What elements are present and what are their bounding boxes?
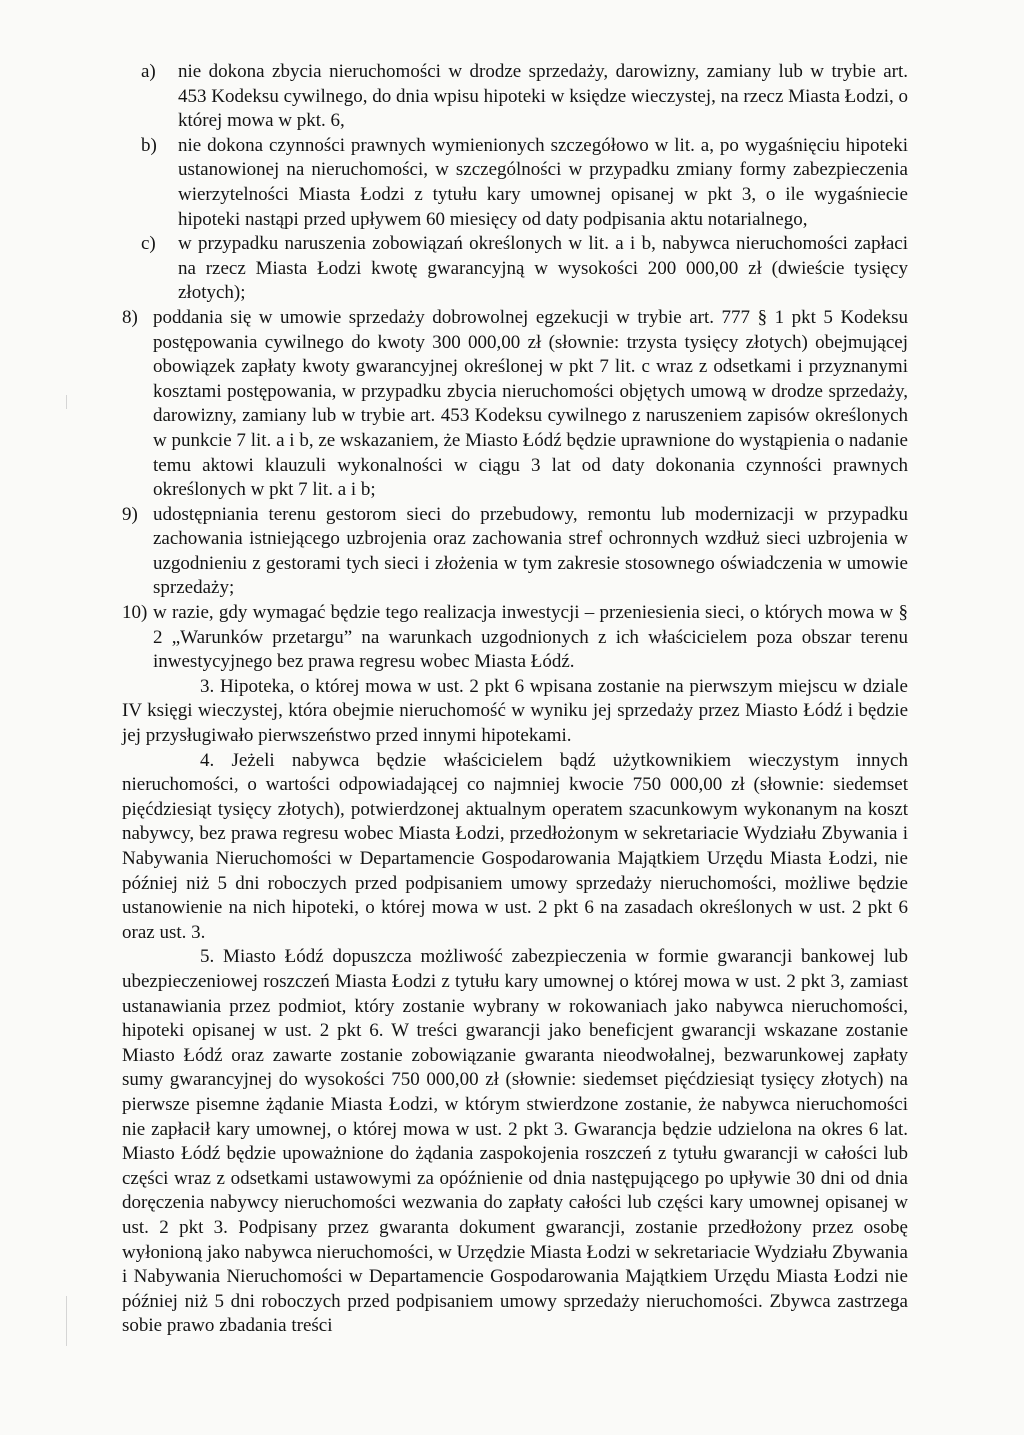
item-label: a) [141,61,156,82]
item-label: c) [141,233,156,255]
paragraph-4: 4. Jeżeli nabywca będzie właścicielem bądź użytkownikiem wieczystym innych nieruchomości, o wartości odpowiadającej co najmniej kwocie 750 000,00 zł (słownie: siedemset pięćdziesiąt tysięcy złotych), potwierdzonej aktualnym operatem szacunkowym wykonanym na koszt nabywcy, bez prawa regresu wobec Miasta Łodzi, przedłożonym w sekretariacie Wydziału Zbywania i Nabywania Nieruchomości w Departamencie Gospodarowania Majątkiem Urzędu Miasta Łodzi, nie później niż 5 dni roboczych przed podpisaniem umowy sprzedaży nieruchomości, możliwe będzie ustanowienie na nich hipoteki, o której mowa w ust. 2 pkt 6 na zasadach określonych w ust. 2 pkt 6 oraz ust. 3. [122,749,908,943]
list-item [122,503,908,601]
item-text: nie dokona czynności prawnych wymienionych szczegółowo w lit. a, po wygaśnięciu hipoteki ustanowionej na nieruchomości, w szczególności w przypadku zmiany formy zabezpieczenia wierzytelności Miasta Łodzi z tytułu kary umownej opisanej w pkt 3, o ile wygaśniecie hipoteki nastąpi przed upływem 60 miesięcy od daty podpisania aktu notarialnego, [178,134,908,230]
scan-artifact-mark [66,1296,67,1346]
item-text: w przypadku naruszenia zobowiązań określonych w lit. a i b, nabywca nieruchomości zapłaci na rzecz Miasta Łodzi kwotę gwarancyjną w wysokości 200 000,00 zł (dwieście tysięcy złotych); [178,233,908,304]
item-label: 9) [122,503,138,525]
item-label: 10) [122,602,148,624]
item-text: poddania się w umowie sprzedaży dobrowolnej egzekucji w trybie art. 777 § 1 pkt 5 Kodeksu postępowania cywilnego do kwoty 300 000,00 zł (słownie: trzysta tysięcy złotych) obejmującej obowiązek zapłaty kwoty gwarancyjnej określonej w pkt 7 lit. c wraz z odsetkami i przyznanymi kosztami postępowania, w przypadku zbycia nieruchomości objętych umową w drodze sprzedaży, darowizny, zamiany lub w trybie art. 453 Kodeksu cywilnego z naruszeniem zapisów określonych w punkcie 7 lit. a i b, ze wskazaniem, że Miasto Łódź będzie uprawnione do wystąpienia o nadanie temu aktowi klauzuli wykonalności w ciągu 3 lat od daty dokonania czynności prawnych określonych w pkt 7 lit. a i b; [153,306,908,501]
numbered-list [122,306,908,675]
list-item [141,134,908,232]
item-label: 8) [122,306,138,328]
scan-artifact-mark [66,395,67,409]
paragraph-5: 5. Miasto Łódź dopuszcza możliwość zabezpieczenia w formie gwarancji bankowej lub ubezpieczeniowej roszczeń Miasta Łodzi z tytułu kary umownej o której mowa w ust. 2 pkt 3, zamiast ustanawiania przez podmiot, który zostanie wybrany w rokowaniach jako nabywca nieruchomości, hipoteki opisanej w ust. 2 pkt 6. W treści gwarancji jako beneficjent gwarancji wskazane zostanie Miasto Łódź oraz zawarte zostanie zobowiązanie gwaranta nieodwołalnej, bezwarunkowej zapłaty sumy gwarancyjnej do wysokości 750 000,00 zł (słownie: siedemset pięćdziesiąt tysięcy złotych) na pierwsze pisemne żądanie Miasta Łodzi, w którym stwierdzone zostanie, że nabywca nieruchomości nie zapłacił kary umownej, o której mowa w ust. 2 pkt 3. Gwarancja będzie udzielona na okres 6 lat. Miasto Łódź będzie upoważnione do żądania zaspokojenia roszczeń z tytułu gwarancji w całości lub części wraz z odsetkami ustawowymi za opóźnienie od dnia następującego po upływie 30 dni od dnia doręczenia nabywcy nieruchomości wezwania do zapłaty całości lub części kary umownej opisanej w ust. 2 pkt 3. Podpisany przez gwaranta dokument gwarancji, zostanie przedłożony przez osobę wyłonioną jako nabywca nieruchomości, w Urzędzie Miasta Łodzi w sekretariacie Wydziału Zbywania i Nabywania Nieruchomości w Departamencie Gospodarowania Majątkiem Urzędu Miasta Łodzi nie później niż 5 dni roboczych przed podpisaniem umowy sprzedaży nieruchomości. Zbywca zastrzega sobie prawo zbadania treści [122,946,908,1337]
document-body [122,60,908,1339]
item-text: w razie, gdy wymagać będzie tego realizacja inwestycji – przeniesienia sieci, o których mowa w § 2 „Warunków przetargu” na warunkach uzgodnionych z ich właścicielem poza obszar terenu inwestycyjnego bez prawa regresu wobec Miasta Łódź. [153,602,908,673]
item-label: b) [141,134,157,156]
list-item [122,601,908,675]
item-text: nie dokona zbycia nieruchomości w drodze sprzedaży, darowizny, zamiany lub w trybie art. 453 Kodeksu cywilnego, do dnia wpisu hipoteki w księdze wieczystej, na rzecz Miasta Łodzi, o której mowa w pkt. 6, [178,61,908,132]
paragraph-3: 3. Hipoteka, o której mowa w ust. 2 pkt 6 wpisana zostanie na pierwszym miejscu w dziale IV księgi wieczystej, która obejmie nieruchomość w wyniku jej sprzedaży przez Miasto Łódź i będzie jej przysługiwało pierwszeństwo przed innymi hipotekami. [122,675,908,747]
item-text: udostępniania terenu gestorom sieci do przebudowy, remontu lub modernizacji w przypadku zachowania istniejącego uzbrojenia oraz zachowania stref ochronnych wzdłuż sieci uzbrojenia w uzgodnieniu z gestorami tych sieci i złożenia w tym zakresie stosownego oświadczenia w umowie sprzedaży; [153,503,908,599]
list-item [141,60,908,134]
list-item [141,232,908,306]
lettered-list [122,60,908,306]
list-item [122,306,908,503]
